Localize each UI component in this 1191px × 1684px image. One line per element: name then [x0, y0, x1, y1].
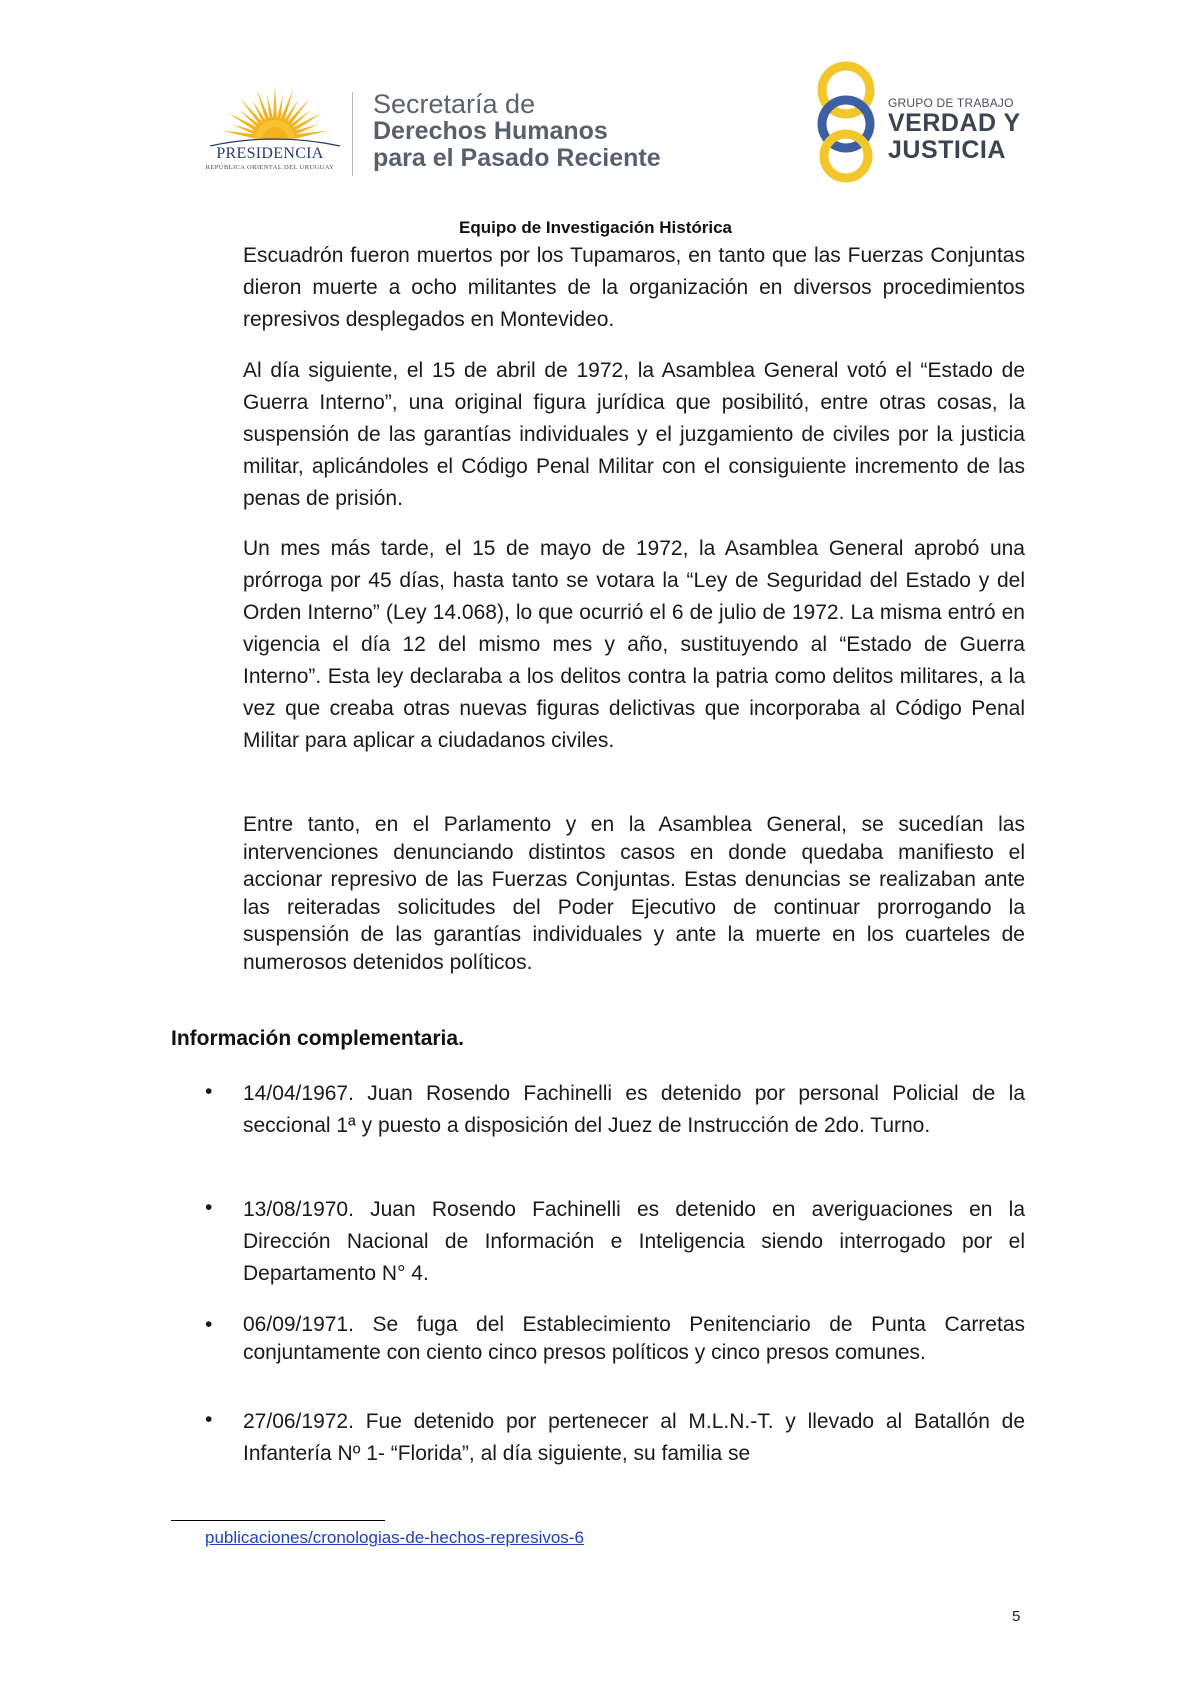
bullet-icon: • — [205, 1080, 213, 1103]
grupo-small-label: GRUPO DE TRABAJO — [888, 96, 1014, 110]
bullet-icon: • — [205, 1313, 213, 1336]
presidencia-logo-text — [190, 145, 350, 171]
bullet-icon: • — [205, 1408, 213, 1431]
header-divider — [352, 92, 353, 176]
paragraph-4: Entre tanto, en el Parlamento y en la Asamblea General, se sucedían las intervenciones denunciando distintos casos en donde quedaba manifiesto el accionar represivo de las Fuerzas Conjuntas. Estas denuncias se realizaban ante las reiteradas solicitudes del Poder Ejecutivo de continuar prorrogando la suspensión de las garantías individuales y ante la muerte en los cuarteles de numerosos detenidos políticos. — [243, 813, 1025, 974]
paragraph-1: Escuadrón fueron muertos por los Tupamaros, en tanto que las Fuerzas Conjuntas dieron muerte a ocho militantes de la organización en diversos procedimientos represivos desplegados en Montevideo. — [243, 244, 1025, 331]
grupo-trabajo-title — [888, 96, 1021, 164]
secretaria-line-1: Secretaría de — [373, 89, 536, 119]
secretaria-line-3: para el Pasado Reciente — [373, 144, 661, 172]
list-item-text: 14/04/1967. Juan Rosendo Fachinelli es detenido por personal Policial de la seccional 1ª y puesto a disposición del Juez de Instrucción de 2do. Turno. — [243, 1082, 1025, 1137]
team-title: Equipo de Investigación Histórica — [459, 218, 732, 237]
page-number: 5 — [1012, 1608, 1021, 1625]
secretaria-line-2: Derechos Humanos — [373, 117, 608, 145]
paragraph-3: Un mes más tarde, el 15 de mayo de 1972, la Asamblea General aprobó una prórroga por 45 días, hasta tanto se votara la “Ley de Seguridad del Estado y del Orden Interno” (Ley 14.068), lo que ocurrió el 6 de julio de 1972. La misma entró en vigencia el día 12 del mismo mes y año, sustituyendo al “Estado de Guerra Interno”. Esta ley declaraba a los delitos contra la patria como delitos militares, a la vez que creaba otras nuevas figuras delictivas que incorporaba al Código Penal Militar para aplicar a ciudadanos civiles. — [243, 537, 1025, 752]
footnote-divider — [171, 1520, 385, 1521]
paragraph-2: Al día siguiente, el 15 de abril de 1972, la Asamblea General votó el “Estado de Guerra Interno”, una original figura jurídica que posibilitó, entre otras cosas, la suspensión de las garantías individuales y el juzgamiento de civiles por la justicia militar, aplicándoles el Código Penal Militar con el consiguiente incremento de las penas de prisión. — [243, 359, 1025, 510]
list-item-text: 27/06/1972. Fue detenido por pertenecer al M.L.N.-T. y llevado al Batallón de Infantería Nº 1- “Florida”, al día siguiente, su familia se — [243, 1410, 1025, 1465]
page-header — [0, 0, 1191, 237]
presidencia-sublabel: REPÚBLICA ORIENTAL DEL URUGUAY — [205, 164, 335, 171]
section-heading: Información complementaria. — [171, 1027, 464, 1050]
secretaria-title — [373, 90, 661, 172]
list-item-text: 13/08/1970. Juan Rosendo Fachinelli es detenido en averiguaciones en la Dirección Nacional de Información e Inteligencia siendo interrogado por el Departamento N° 4. — [243, 1198, 1025, 1285]
bullet-icon: • — [205, 1196, 213, 1219]
list-item-text: 06/09/1971. Se fuga del Establecimiento Penitenciario de Punta Carretas conjuntamente con ciento cinco presos políticos y cinco presos comunes. — [243, 1313, 1025, 1364]
grupo-line-1: VERDAD Y — [888, 109, 1021, 137]
presidencia-label: PRESIDENCIA — [216, 145, 324, 162]
grupo-line-2: JUSTICIA — [888, 136, 1006, 164]
footnote-link[interactable]: publicaciones/cronologias-de-hechos-represivos-6 — [205, 1528, 584, 1547]
sun-emblem-logo — [200, 78, 350, 188]
